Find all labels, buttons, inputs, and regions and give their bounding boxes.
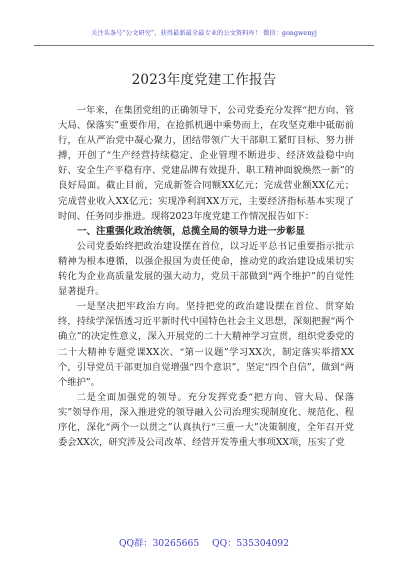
header-divider <box>34 45 374 46</box>
footer-qq: QQ：535304092 <box>212 538 289 549</box>
intro-paragraph: 一年来，在集团党组的正确领导下，公司党委充分发挥“把方向、管大局、保落实”重要作用，在抢抓机遇中乘势而上，在攻坚克难中砥砺前行，在从严治党中凝心聚力，团结带领广大干部职工紧盯目标、努力拼搏，开创了“生产经营持续稳定、企业管理不断进步、经济效益稳中向好、安全生产平稳有序、党建品牌有效提升、职工精神面貌焕然一新”的良好局面。截止目前，完成新签合同额XX亿元；完成营业额XX亿元；完成营业收入XX亿元；实现净利润XX万元，主要经济指标基本实现了时间、任务同步推进。现将2023年度党建工作情况报告如下： <box>58 105 354 222</box>
footer-contact-note <box>0 535 408 549</box>
document-title: 2023年度党建工作报告 <box>131 72 277 88</box>
document-body <box>58 103 354 450</box>
footer-qq-group: QQ群：30265665 <box>119 538 200 549</box>
section-paragraph: 一是坚决把牢政治方向。坚持把党的政治建设摆在首位、贯穿始终，持续学深悟透习近平新时代中国特色社会主义思想，深刻把握“两个确立”的决定性意义，深入开展党的二十大精神学习宣贯，组织党委党的二十大精神专题党课XX次、“第一议题”学习XX次，制定落实举措XX个，引导党员干部更加自觉增强“四个意识”，坚定“四个自信”，做到“两个维护”。 <box>58 301 354 388</box>
section-paragraph: 二是全面加强党的领导。充分发挥党委“把方向、管大局、保落实”领导作用，深入推进党的领导融入公司治理实现制度化、规范化、程序化，深化“两个一以贯之”认真执行“三重一大”决策制度，全年召开党委会XX次，研究涉及公司改革、经营开发等重大事项XX项，压实了党 <box>58 391 354 449</box>
section-paragraph: 公司党委始终把政治建设摆在首位，以习近平总书记重要指示批示精神为根本遵循，以强企报国为责任使命，推动党的政治建设成果切实转化为企业高质量发展的强大动力，党员干部做到“两个维护”的自觉性显著提升。 <box>58 240 354 298</box>
section-heading: 一、注重强化政治统领，总揽全局的领导力进一步彰显 <box>77 225 306 237</box>
header-promo-note: 关注头条号“公文研究”，获得最新最全最专业的公文资料库！ 微信：gongwenyj <box>91 30 317 37</box>
